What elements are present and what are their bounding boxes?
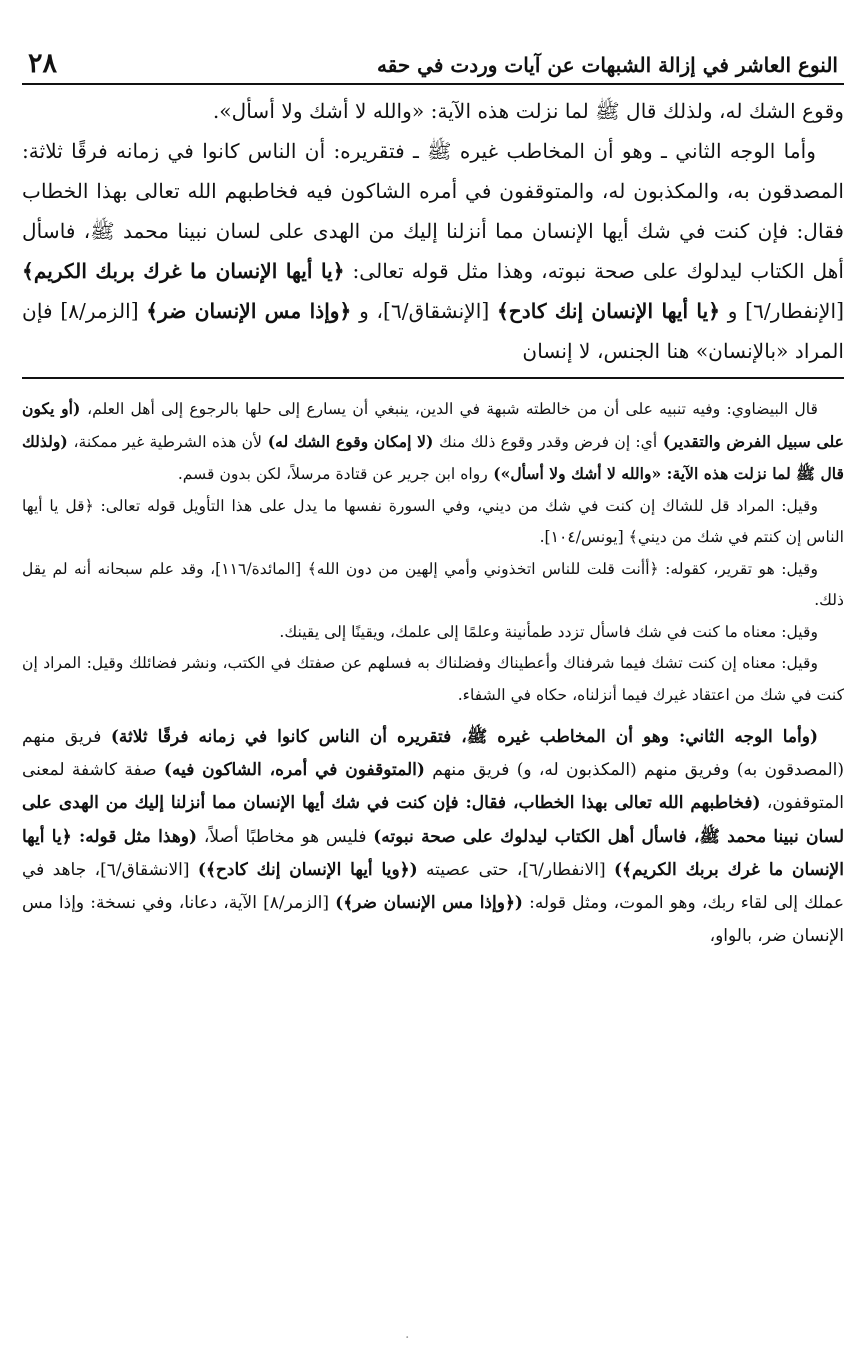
quran-reference: [الزمر/٨] فإن المراد «بالإنسان» هنا الجنس، لا إنسان (22, 299, 844, 363)
footnotes (22, 393, 844, 711)
commentary-matn: (وهذا مثل قوله: ﴿يا أيها الإنسان ما غرك بربك الكريم﴾) (22, 826, 844, 880)
commentary-sharh: [الزمر/٨] الآية، دعانا، وفي نسخة: وإذا مس الإنسان ضر، بالواو، (22, 893, 844, 947)
footnote-paragraph: وقيل: معناه إن كنت تشك فيما شرفناك وأعطيناك وفضلناك به فسلهم عن صفتك في الكتب، ونشر فضائلك وقيل: المراد إن كنت في شك من اعتقاد غيرك فيما أنزلناه، حكاه في الشفاء. (22, 654, 844, 704)
commentary-matn: (﴿ويا أيها الإنسان إنك كادح﴾) (197, 859, 418, 880)
footnote-paragraph (22, 393, 844, 491)
footnote-bold: (أو يكون على سبيل الفرض والتقدير) (22, 399, 844, 451)
footnote-paragraph: وقيل: المراد قل للشاك إن كنت في شك من ديني، وفي السورة نفسها ما يدل على هذا التأويل قوله تعالى: ﴿قل يا أيها الناس إن كنتم في شك من ديني﴾ [يونس/١٠٤]. (22, 496, 844, 546)
header-rule (22, 83, 844, 85)
footnote-text: رواه ابن جرير عن قتادة مرسلاً، لكن بدون قسم. (177, 465, 488, 483)
commentary-sharh: [الانفطار/٦]، حتى عصيته (417, 859, 614, 880)
commentary (22, 721, 844, 953)
quran-reference: [الإنشقاق/٦]، و (359, 299, 490, 323)
quran-quote: ﴿وإذا مس الإنسان ضر﴾ (146, 299, 352, 323)
footnote-bold: (لا إمكان وقوع الشك له) (262, 431, 440, 451)
footnote-text: أي: إن فرض وقدر وقوع ذلك منك (439, 432, 658, 451)
footnote-rule (22, 377, 844, 379)
commentary-matn: (﴿وإذا مس الإنسان ضر﴾) (335, 893, 523, 914)
footnote-text: قال البيضاوي: وفيه تنبيه على أن من خالطته شبهة في الدين، ينبغي أن يسارع إلى حلها بالرجوع إلى أهل العلم، (87, 400, 818, 418)
footnote-bold: (ولذلك قال ﷺ لما نزلت هذه الآية: «والله لا أشك ولا أسأل») (22, 431, 844, 483)
commentary-sharh: صفة كاشفة لمعنى المتوقفون، (22, 760, 845, 814)
main-paragraph-1: وقوع الشك له، ولذلك قال ﷺ لما نزلت هذه الآية: «والله لا أشك ولا أسأل». (212, 99, 844, 123)
commentary-matn: (وأما الوجه الثاني: وهو أن المخاطب غيره ﷺ، فتقريره أن الناس كانوا في زمانه فرقًا ثلاثة) (110, 727, 818, 747)
quran-quote: ﴿يا أيها الإنسان إنك كادح﴾ (496, 299, 721, 323)
commentary-sharh: فليس هو مخاطبًا أصلاً، (197, 826, 374, 847)
page-header (22, 48, 844, 83)
commentary-paragraph (22, 721, 844, 953)
commentary-sharh: فريق منهم (المصدقون به) وفريق منهم (المكذبون له، و) فريق منهم (22, 727, 844, 781)
commentary-sharh: [الانشقاق/٦]، جاهد في عملك إلى لقاء ربك، وهو الموت، ومثل قوله: (22, 859, 844, 914)
main-text (22, 91, 844, 371)
footnote-text: لأن هذه الشرطية غير ممكنة، (73, 432, 263, 451)
running-title: النوع العاشر في إزالة الشبهات عن آيات وردت في حقه (377, 53, 838, 77)
scan-mark: · (405, 1330, 410, 1346)
quran-reference: [الإنفطار/٦] و (727, 299, 844, 323)
commentary-matn: (فخاطبهم الله تعالى بهذا الخطاب، فقال: فإن كنت في شك أيها الإنسان مما أنزلنا إليك من الهدى على لسان نبينا محمد ﷺ، فاسأل أهل الكتاب ليدلوك على صحة نبوته) (22, 793, 844, 847)
main-paragraph-2-text: وأما الوجه الثاني ـ وهو أن المخاطب غيره ﷺ ـ فتقريره: أن الناس كانوا في زمانه فرقًا ثلاثة: المصدقون به، والمكذبون له، والمتوقفون في أمره الشاكون فيه فخاطبهم الله تعالى بهذا الخطاب فقال: فإن كنت في شك أيها الإنسان مما أنزلنا إليك من الهدى على لسان نبينا محمد ﷺ، فاسأل أهل الكتاب ليدلوك على صحة نبوته، وهذا مثل قوله تعالى: (22, 139, 844, 283)
quran-quote: ﴿يا أيها الإنسان ما غرك بربك الكريم﴾ (22, 259, 345, 283)
main-paragraph-2 (22, 131, 844, 371)
footnote-paragraph: وقيل: معناه ما كنت في شك فاسأل تزدد طمأنينة وعلمًا إلى علمك، ويقينًا إلى يقينك. (279, 622, 818, 641)
commentary-matn: (المتوقفون في أمره، الشاكون فيه) (163, 760, 425, 781)
footnote-paragraph: وقيل: هو تقرير، كقوله: ﴿أأنت قلت للناس اتخذوني وأمي إلهين من دون الله﴾ [المائدة/١١٦]، وقد علم سبحانه أنه لم يقل ذلك. (22, 559, 844, 609)
page-number: ٢٨ (28, 48, 58, 79)
